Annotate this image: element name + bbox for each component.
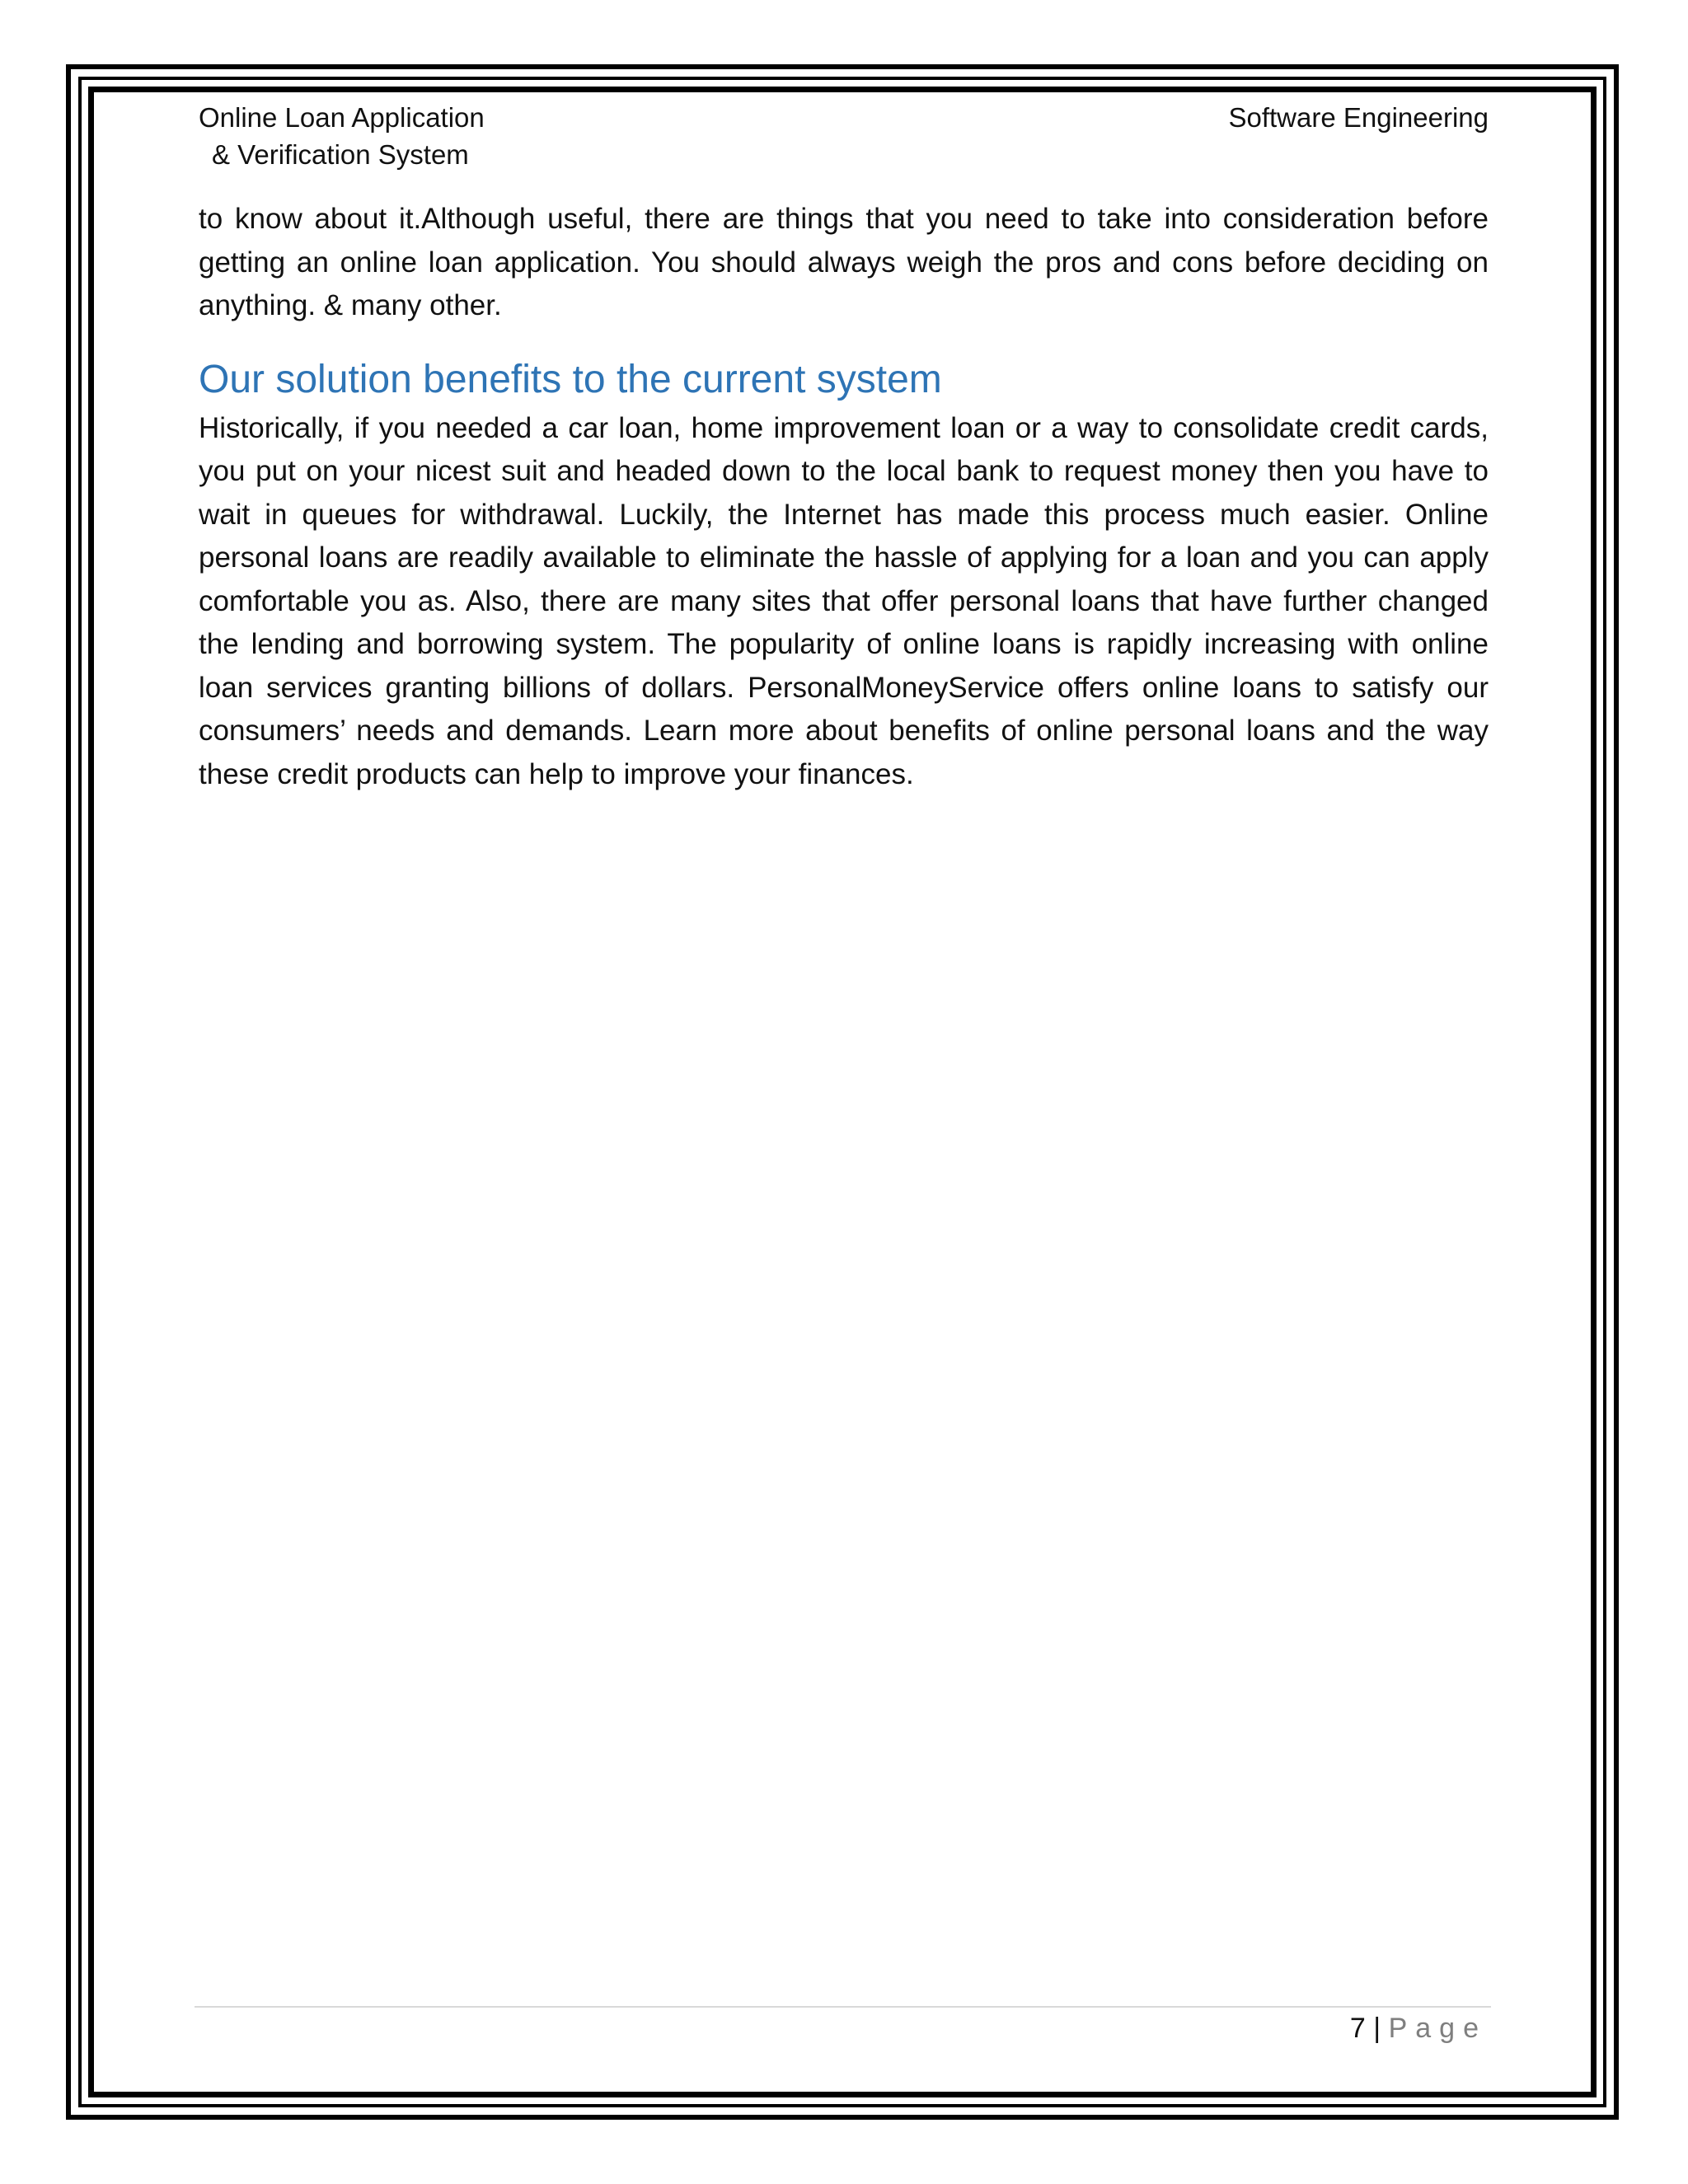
page-label: Page (1388, 2013, 1487, 2044)
header-course-name: Software Engineering (1228, 102, 1489, 133)
header-document-title (199, 99, 485, 173)
header-title-line2: & Verification System (212, 139, 469, 170)
section-heading: Our solution benefits to the current system (199, 357, 942, 401)
page-number: 7 (1349, 2013, 1366, 2044)
page-footer (1350, 2009, 1487, 2047)
section-paragraph: Historically, if you needed a car loan, home improvement loan or a way to consolidate credit cards, you put on your nicest suit and headed down to the local bank to request money then you have to wait in queues for withdrawal. Luckily, the Internet has made this process much easier. Online personal loans are readily available to eliminate the hassle of applying for a loan and you can apply comfortable you as. Also, there are many sites that offer personal loans that have further changed the lending and borrowing system. The popularity of online loans is rapidly increasing with online loan services granting billions of dollars. PersonalMoneyService offers online loans to satisfy our consumers’ needs and demands. Learn more about benefits of online personal loans and the way these credit products can help to improve your finances. (199, 411, 1489, 790)
page-number-separator: | (1373, 2013, 1381, 2044)
header-title-line1: Online Loan Application (199, 102, 485, 133)
page-body (199, 198, 1489, 796)
continuation-paragraph: to know about it.Although useful, there are things that you need to take into consideration before getting an online loan application. You should always weigh the pros and cons before deciding on anything. & many other. (199, 203, 1489, 321)
footer-divider (195, 2006, 1491, 2008)
